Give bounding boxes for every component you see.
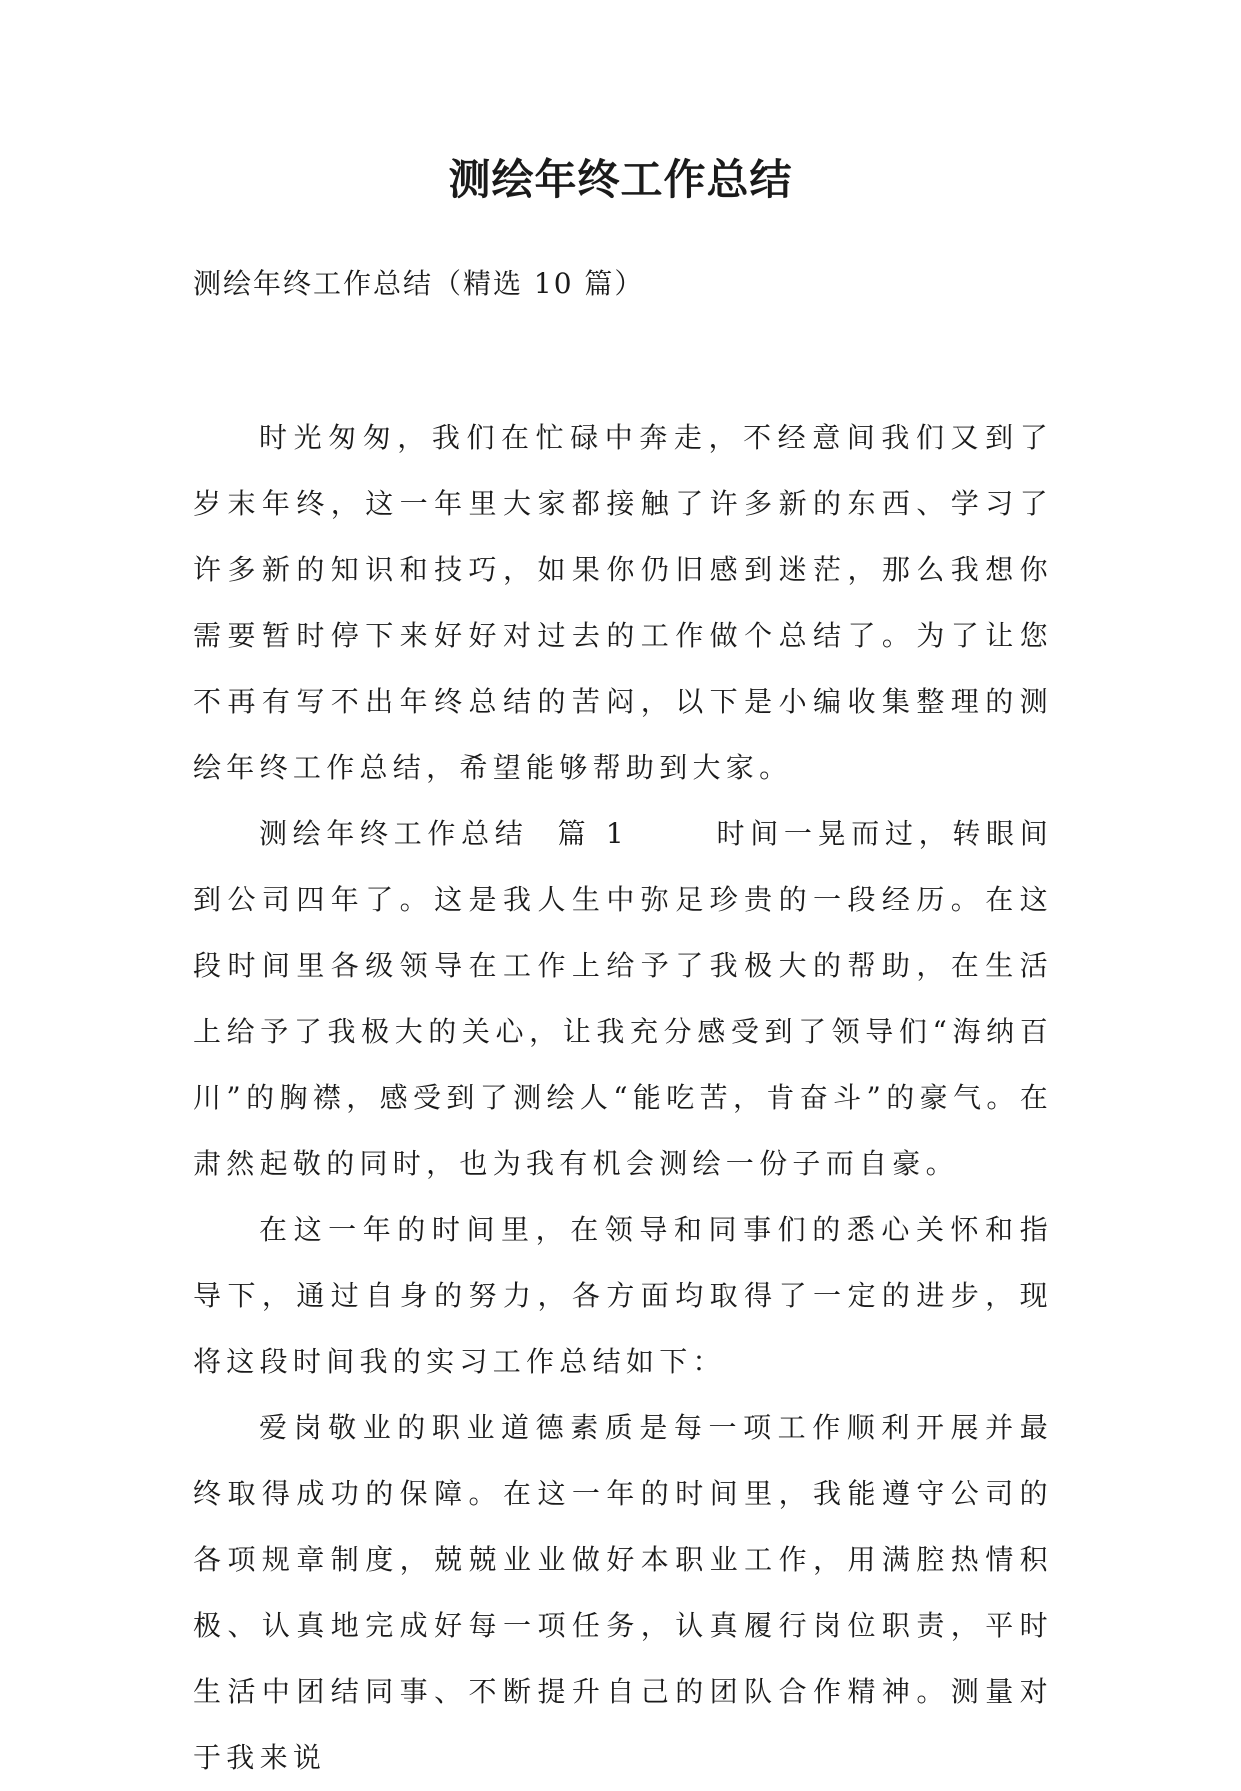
document-title: 测绘年终工作总结: [448, 155, 793, 204]
document-body: [193, 405, 1053, 1791]
paragraph-intro: 时光匆匆，我们在忙碌中奔走，不经意间我们又到了岁末年终，这一年里大家都接触了许多新的东西、学习了许多新的知识和技巧，如果你仍旧感到迷茫，那么我想你需要暂时停下来好好对过去的工作做个总结了。为了让您不再有写不出年终总结的苦闷，以下是小编收集整理的测绘年终工作总结，希望能够帮助到大家。: [193, 421, 1053, 784]
paragraph-ethics: 爱岗敬业的职业道德素质是每一项工作顺利开展并最终取得成功的保障。在这一年的时间里，我能遵守公司的各项规章制度，兢兢业业做好本职业工作，用满腔热情积极、认真地完成好每一项任务，认真履行岗位职责，平时生活中团结同事、不断提升自己的团队合作精神。测量对于我来说: [193, 1411, 1053, 1774]
paragraph-section-1: 测绘年终工作总结 篇 1 时间一晃而过，转眼间到公司四年了。这是我人生中弥足珍贵的一段经历。在这段时间里各级领导在工作上给予了我极大的帮助，在生活上给予了我极大的关心，让我充分感受到了领导们“海纳百川”的胸襟，感受到了测绘人“能吃苦，肯奋斗”的豪气。在肃然起敬的同时，也为我有机会测绘一份子而自豪。: [193, 817, 1053, 1180]
document-subtitle: 测绘年终工作总结（精选 10 篇）: [193, 267, 645, 300]
paragraph-progress: 在这一年的时间里，在领导和同事们的悉心关怀和指导下，通过自身的努力，各方面均取得了一定的进步，现将这段时间我的实习工作总结如下：: [193, 1213, 1053, 1378]
